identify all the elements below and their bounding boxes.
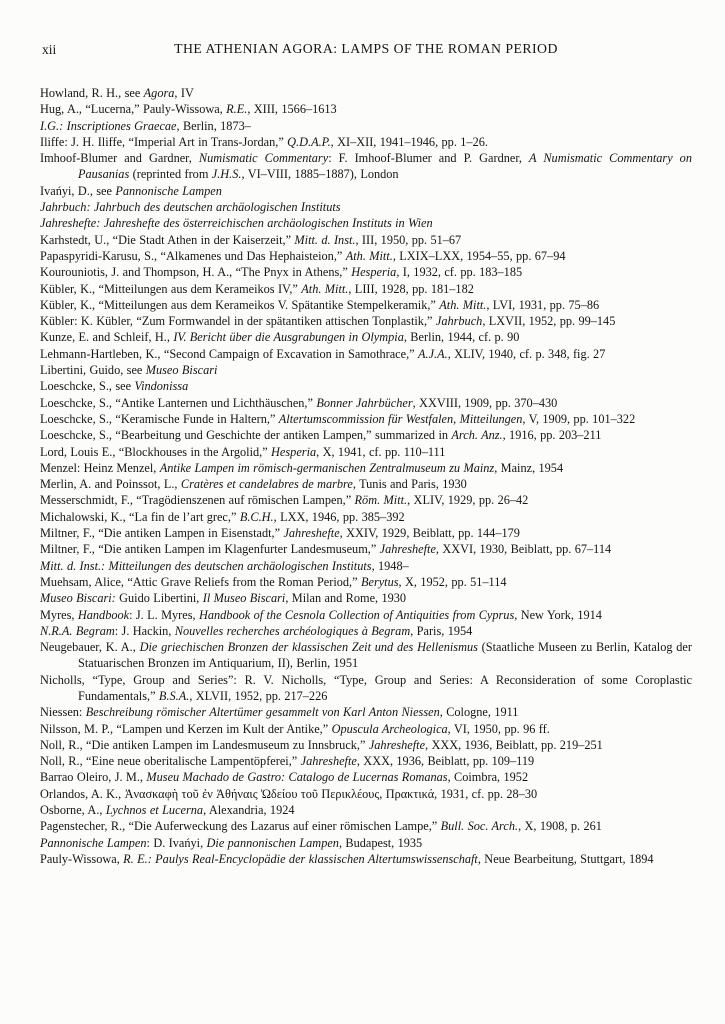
bib-entry-text: Menzel: Heinz Menzel, [40,460,160,475]
bib-entry-italic-text: R. E.: Paulys Real-Encyclopädie der klassischen Altertumswissenschaft [123,851,478,866]
bib-entry-italic-text: Jahrbuch: Jahrbuch des deutschen archäologischen Instituts [40,200,341,215]
bib-entry-text: Niessen: [40,705,86,720]
bib-entry-text: Muehsam, Alice, “Attic Grave Reliefs from the Roman Period,” [40,574,361,589]
bib-entry-text: Lord, Louis E., “Blockhouses in the Argolid,” [40,444,272,459]
bib-entry-text: , III, 1950, pp. 51–67 [355,232,462,247]
bib-entry-text: , X, 1952, pp. 51–114 [398,574,507,589]
bib-entry-italic-text: Lychnos et Lucerna [105,803,204,818]
bib-entry-text: Kübler, K., “Mitteilungen aus dem Kerameikos V. Spätantike Stempelkeramik,” [40,297,440,312]
bib-entry-text: , XXX, 1936, Beiblatt, pp. 109–119 [356,754,535,769]
bib-entry [40,623,692,639]
bib-entry-text: Noll, R., “Die antiken Lampen im Landesmuseum zu Innsbruck,” [40,737,369,752]
bib-entry-text: , LXX, 1946, pp. 385–392 [273,509,405,524]
bib-entry-text: , Budapest, 1935 [338,835,423,850]
bib-entry-italic-text: J.H.S. [211,167,242,182]
bib-entry-text: Imhoof-Blumer and Gardner, [40,151,199,166]
bib-entry-text: , I, 1932, cf. pp. 183–185 [396,265,523,280]
bib-entry-text: , VI–VIII, 1885–1887), London [241,167,399,182]
bib-entry-italic-text: Vindonissa [134,379,189,394]
bib-entry [40,444,692,460]
bib-entry-text: Kübler, K., “Mitteilungen aus dem Kerameikos IV,” [40,281,302,296]
bib-entry-text: Lehmann-Hartleben, K., “Second Campaign of Excavation in Samothrace,” [40,346,419,361]
bib-entry [40,346,692,362]
bib-entry-text: , Alexandria, 1924 [203,803,295,818]
bib-entry-italic-text: Hesperia [351,265,397,280]
bib-entry-italic-text: Die pannonischen Lampen [206,835,339,850]
bib-entry [40,639,692,672]
bib-entry-text: Nilsson, M. P., “Lampen und Kerzen im Kult der Antike,” [40,721,332,736]
bib-entry [40,607,692,623]
bib-entry-text: , LXVII, 1952, pp. 99–145 [482,314,616,329]
bib-entry-text: Pagenstecher, R., “Die Auferweckung des Lazarus auf einer römischen Lampe,” [40,819,441,834]
bib-entry [40,101,692,117]
bib-entry-italic-text: Die griechischen Bronzen der klassischen Zeit und des Hellenismus [139,640,478,655]
bib-entry [40,118,692,134]
bib-entry-text: Iliffe: J. H. Iliffe, “Imperial Art in Trans-Jordan,” [40,134,288,149]
bib-entry-italic-text: Mitt. d. Inst. [294,232,356,247]
bib-entry [40,476,692,492]
bib-entry-text: Ivańyi, D., see [40,183,116,198]
bib-entry-italic-text: IV. Bericht über die Ausgrabungen in Olympia [173,330,404,345]
bib-entry-italic-text: A Numismatic Commentary on Pausanias [78,151,692,182]
bib-entry-text: Miltner, F., “Die antiken Lampen in Eisenstadt,” [40,526,284,541]
bib-entry [40,232,692,248]
bib-entry-text: : J. L. Myres, [129,607,199,622]
bib-entry-text: , X, 1941, cf. pp. 110–111 [316,444,446,459]
bib-entry [40,460,692,476]
bib-entry-text: , XXIV, 1929, Beiblatt, pp. 144–179 [339,526,520,541]
bib-entry-text: Kübler: K. Kübler, “Zum Formwandel in der spätantiken attischen Tonplastik,” [40,314,436,329]
bib-entry-text: Howland, R. H., see [40,86,144,100]
bib-entry-text: , LIII, 1928, pp. 181–182 [348,281,474,296]
bib-entry-text: Messerschmidt, F., “Tragödienszenen auf römischen Lampen,” [40,493,355,508]
bib-entry-text: : J. Hackin, [114,623,175,638]
bib-entry [40,558,692,574]
bib-entry-italic-text: Ath. Mitt. [439,297,487,312]
bib-entry-text: (Staatliche Museen zu Berlin, Katalog der Statuarischen Bronzen im Antiquarium, II), Berlin, 1951 [78,640,692,671]
bib-entry-italic-text: Numismatic Commentary [198,151,329,166]
bib-entry-italic-text: Ath. Mitt. [301,281,349,296]
bib-entry [40,574,692,590]
bib-entry-italic-text: Opuscula Archeologica [331,721,448,736]
bib-entry-italic-text: Jahreshefte: Jahreshefte des österreichischen archäologischen Instituts in Wien [40,216,433,231]
bibliography-list [40,85,692,867]
bib-entry [40,395,692,411]
bib-entry-italic-text: A.J.A. [418,346,448,361]
bib-entry-italic-text: Cratères et candelabres de marbre [180,477,353,492]
bib-entry-italic-text: Antike Lampen im römisch-germanischen Zentralmuseum zu Mainz [159,460,495,475]
bib-entry-italic-text: Röm. Mitt. [354,493,408,508]
bib-entry-text: , Coimbra, 1952 [447,770,529,785]
bib-entry-italic-text: Bonner Jahrbücher [316,395,413,410]
bib-entry [40,134,692,150]
bib-entry-text: , 1916, pp. 203–211 [502,428,602,443]
page-number: xii [42,42,57,57]
bib-entry [40,672,692,705]
bib-entry-italic-text: I.G.: Inscriptiones Graecae [40,118,177,133]
bib-entry-text: , VI, 1950, pp. 96 ff. [447,721,550,736]
bib-entry-text: Nicholls, “Type, Group and Series”: R. V. Nicholls, “Type, Group and Series: A Reconsideration of some Coroplastic Fundamentals,” [40,672,692,703]
bib-entry-text: Merlin, A. and Poinssot, L., [40,477,181,492]
bib-entry-text: , XXVIII, 1909, pp. 370–430 [412,395,558,410]
bib-entry-text: , Paris, 1954 [410,623,473,638]
bib-entry-text: Loeschcke, S., “Antike Lanternen und Lichthäuschen,” [40,395,317,410]
bib-entry-text: , XXX, 1936, Beiblatt, pp. 219–251 [425,737,603,752]
bib-entry [40,737,692,753]
bib-entry [40,590,692,606]
bib-entry [40,541,692,557]
bib-entry-italic-text: Hesperia [271,444,317,459]
bib-entry [40,525,692,541]
bib-entry-italic-text: Agora [143,86,175,100]
bib-entry-text: Myres, [40,607,78,622]
bib-entry [40,509,692,525]
bib-entry-text: , XLIV, 1940, cf. p. 348, fig. 27 [447,346,606,361]
bib-entry-text: Pauly-Wissowa, [40,851,124,866]
bib-entry-text: Libertini, Guido, see [40,363,146,378]
bib-entry [40,851,692,867]
bib-entry-italic-text: Il Museo Biscari [202,591,286,606]
bib-entry-italic-text: Beschreibung römischer Altertümer gesammelt von Karl Anton Niessen [85,705,440,720]
bib-entry [40,264,692,280]
bib-entry-italic-text: R.E. [226,102,248,117]
page-header [40,41,692,58]
bib-entry-text: Papaspyridi-Karusu, S., “Alkamenes und Das Hephaisteion,” [40,248,346,263]
bib-entry [40,769,692,785]
bib-entry-italic-text: N.R.A. Begram [40,623,115,638]
running-title: THE ATHENIAN AGORA: LAMPS OF THE ROMAN PERIOD [174,41,558,56]
bib-entry-text: Noll, R., “Eine neue oberitalische Lampentöpferei,” [40,754,301,769]
bib-entry-italic-text: Arch. Anz. [451,428,503,443]
bib-entry-italic-text: Museu Machado de Gastro: Catalogo de Lucernas Romanas [146,770,448,785]
bib-entry-italic-text: Bull. Soc. Arch. [440,819,519,834]
bib-entry-text: Loeschcke, S., see [40,379,135,394]
bib-entry [40,248,692,264]
bib-entry-text: Michalowski, K., “La fin de l’art grec,” [40,509,240,524]
bib-entry [40,183,692,199]
bib-entry [40,362,692,378]
bib-entry [40,411,692,427]
bib-entry [40,802,692,818]
bib-entry-text: Karhstedt, U., “Die Stadt Athen in der Kaiserzeit,” [40,232,295,247]
bib-entry-text: Orlandos, A. K., Ἀνασκαφὴ τοῦ ἐν Ἀθήναις Ὠδείου τοῦ Περικλέους, Πρακτικά, 1931, cf. pp. 28–30 [40,786,538,801]
bib-entry-text: , Neue Bearbeitung, Stuttgart, 1894 [477,851,654,866]
bib-entry-italic-text: Nouvelles recherches archéologiques à Begram [174,623,411,638]
bib-entry-text: , XI–XII, 1941–1946, pp. 1–26. [330,134,488,149]
bib-entry-text: Neugebauer, K. A., [40,640,140,655]
bib-entry-text: , LVI, 1931, pp. 75–86 [486,297,600,312]
bib-entry-text: : D. Ivańyi, [146,835,207,850]
bib-entry [40,313,692,329]
bib-entry-italic-text: Handbook of the Cesnola Collection of Antiquities from Cyprus [198,607,515,622]
bib-entry-text: Osborne, A., [40,803,106,818]
bib-entry-italic-text: B.S.A. [158,688,190,703]
bib-entry-italic-text: Mitt. d. Inst.: Mitteilungen des deutschen archäologischen Instituts [40,558,372,573]
bib-entry-italic-text: Pannonische Lampen [115,183,222,198]
bib-entry-italic-text: Jahreshefte [283,526,340,541]
bib-entry-italic-text: Museo Biscari [145,363,218,378]
bib-entry-italic-text: Q.D.A.P. [287,134,331,149]
bib-entry-text: (reprinted from [129,167,212,182]
bib-entry [40,378,692,394]
bib-entry-text: , Cologne, 1911 [439,705,519,720]
bib-entry-text: , XIII, 1566–1613 [247,102,337,117]
bib-entry-text: , New York, 1914 [514,607,602,622]
bib-entry-text: , 1948– [371,558,409,573]
bib-entry-text: Loeschcke, S., “Keramische Funde in Haltern,” [40,411,279,426]
bib-entry-text: , X, 1908, p. 261 [518,819,602,834]
bib-entry-italic-text: Jahreshefte [300,754,357,769]
bib-entry-italic-text: Altertumscommission für Westfalen, Mitteilungen [278,411,523,426]
bib-entry [40,297,692,313]
bib-entry [40,721,692,737]
bib-entry-text: , Tunis and Paris, 1930 [352,477,467,492]
bib-entry-italic-text: Museo Biscari: [40,591,116,606]
bib-entry-text: , Mainz, 1954 [494,460,564,475]
bib-entry-italic-text: Ath. Mitt. [345,248,393,263]
bib-entry-italic-text: Berytus [360,574,399,589]
bib-entry-text: : F. Imhoof-Blumer and P. Gardner, [328,151,530,166]
bib-entry-text: , Berlin, 1873– [176,118,251,133]
bib-entry [40,835,692,851]
bib-entry [40,753,692,769]
bib-entry-text: , Milan and Rome, 1930 [285,591,407,606]
bib-entry-text: Hug, A., “Lucerna,” Pauly-Wissowa, [40,102,227,117]
bib-entry [40,215,692,231]
bib-entry [40,150,692,183]
bib-entry-text: , IV [174,86,194,100]
bib-entry-text: , XXVI, 1930, Beiblatt, pp. 67–114 [435,542,612,557]
bib-entry-italic-text: B.C.H. [239,509,274,524]
bib-entry [40,329,692,345]
bib-entry-text: Barrao Oleiro, J. M., [40,770,147,785]
bib-entry-text: Miltner, F., “Die antiken Lampen im Klagenfurter Landesmuseum,” [40,542,380,557]
bib-entry-text: , V, 1909, pp. 101–322 [522,411,636,426]
bib-entry [40,704,692,720]
bib-entry-text: Guido Libertini, [115,591,203,606]
bib-entry-text: , Berlin, 1944, cf. p. 90 [403,330,520,345]
bib-entry-italic-text: Handbook [77,607,130,622]
bib-entry-text: Kourouniotis, J. and Thompson, H. A., “The Pnyx in Athens,” [40,265,352,280]
bib-entry [40,427,692,443]
bib-entry-italic-text: Jahrbuch [435,314,483,329]
bib-entry [40,85,692,101]
bib-entry-text: Loeschcke, S., “Bearbeitung und Geschichte der antiken Lampen,” summarized in [40,428,452,443]
bib-entry-italic-text: Jahreshefte [379,542,436,557]
bib-entry [40,786,692,802]
bib-entry-text: , XLIV, 1929, pp. 26–42 [407,493,529,508]
bib-entry-text: , XLVII, 1952, pp. 217–226 [189,688,328,703]
bib-entry-text: Kunze, E. and Schleif, H., [40,330,174,345]
bib-entry [40,199,692,215]
bib-entry-italic-text: Pannonische Lampen [40,835,147,850]
bib-entry [40,818,692,834]
bib-entry-italic-text: Jahreshefte [368,737,426,752]
bib-entry [40,492,692,508]
bib-entry-text: , LXIX–LXX, 1954–55, pp. 67–94 [392,248,566,263]
bib-entry [40,281,692,297]
